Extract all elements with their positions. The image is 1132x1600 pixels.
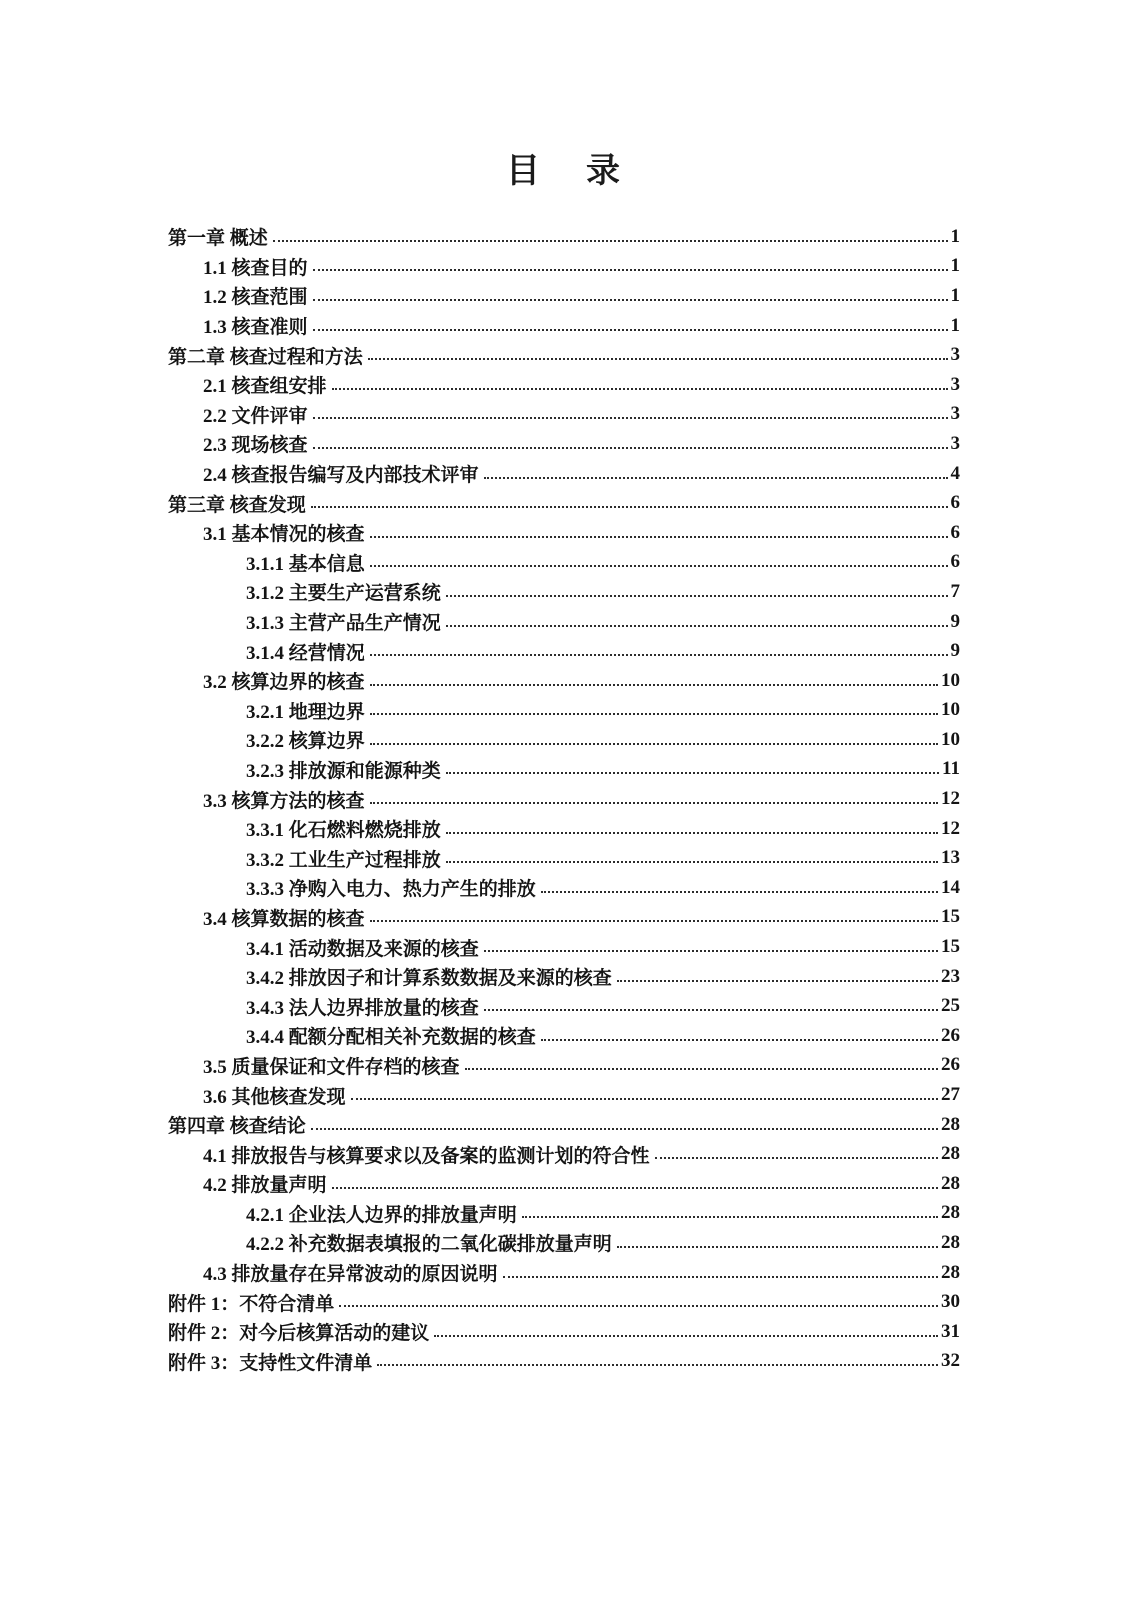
toc-entry-label: 附件 3：支持性文件清单 bbox=[168, 1352, 373, 1374]
dot-leader bbox=[313, 255, 948, 271]
toc-entry-page: 28 bbox=[941, 1143, 960, 1165]
toc-entry-page: 3 bbox=[950, 373, 960, 395]
toc-entry[interactable] bbox=[168, 932, 960, 962]
toc-entry-label: 附件 1：不符合清单 bbox=[168, 1293, 335, 1315]
toc-entry-page: 15 bbox=[941, 906, 960, 928]
toc-entry[interactable] bbox=[168, 962, 960, 992]
dot-leader bbox=[332, 374, 948, 390]
toc-entry[interactable] bbox=[168, 755, 960, 785]
dot-leader bbox=[370, 729, 938, 745]
dot-leader bbox=[484, 463, 948, 479]
toc-entry-label: 2.1 核查组安排 bbox=[203, 376, 327, 398]
toc-entry-page: 6 bbox=[950, 521, 960, 543]
toc-entry-page: 10 bbox=[941, 699, 960, 721]
toc-entry-page: 6 bbox=[950, 551, 960, 573]
dot-leader bbox=[370, 788, 938, 804]
toc-entry-page: 4 bbox=[950, 462, 960, 484]
toc-entry[interactable] bbox=[168, 696, 960, 726]
toc-entry[interactable] bbox=[168, 340, 960, 370]
toc-entry-label: 第一章 概述 bbox=[168, 228, 268, 250]
dot-leader bbox=[522, 1202, 938, 1218]
dot-leader bbox=[370, 906, 938, 922]
toc-entry-label: 4.2.2 补充数据表填报的二氧化碳排放量声明 bbox=[246, 1234, 612, 1256]
toc-entry-label: 附件 2：对今后核算活动的建议 bbox=[168, 1323, 430, 1345]
dot-leader bbox=[446, 818, 938, 834]
toc-entry-page: 28 bbox=[941, 1231, 960, 1253]
toc-entry-label: 2.4 核查报告编写及内部技术评审 bbox=[203, 465, 479, 487]
toc-entry[interactable] bbox=[168, 873, 960, 903]
toc-entry-page: 1 bbox=[950, 255, 960, 277]
toc-entry-page: 26 bbox=[941, 1024, 960, 1046]
toc-entry-page: 25 bbox=[941, 995, 960, 1017]
toc-entry-label: 4.2 排放量声明 bbox=[203, 1175, 327, 1197]
toc-entry-page: 32 bbox=[941, 1350, 960, 1372]
dot-leader bbox=[368, 344, 948, 360]
toc-entry-label: 3.4 核算数据的核查 bbox=[203, 908, 365, 930]
toc-entry-label: 1.1 核查目的 bbox=[203, 257, 308, 279]
toc-entry[interactable] bbox=[168, 1287, 960, 1317]
toc-entry[interactable] bbox=[168, 281, 960, 311]
toc-entry[interactable] bbox=[168, 222, 960, 252]
dot-leader bbox=[446, 581, 948, 597]
toc-entry-page: 28 bbox=[941, 1113, 960, 1135]
toc-entry[interactable] bbox=[168, 1317, 960, 1347]
toc-entry-label: 4.3 排放量存在异常波动的原因说明 bbox=[203, 1264, 498, 1286]
dot-leader bbox=[377, 1350, 938, 1366]
toc-entry-label: 第二章 核查过程和方法 bbox=[168, 346, 363, 368]
toc-entry[interactable] bbox=[168, 1080, 960, 1110]
dot-leader bbox=[313, 285, 948, 301]
dot-leader bbox=[446, 847, 938, 863]
toc-entry-label: 3.1 基本情况的核查 bbox=[203, 524, 365, 546]
toc-entry-label: 第四章 核查结论 bbox=[168, 1116, 306, 1138]
toc-entry-label: 第三章 核查发现 bbox=[168, 494, 306, 516]
toc-entry[interactable] bbox=[168, 370, 960, 400]
dot-leader bbox=[370, 640, 948, 656]
toc-entry[interactable] bbox=[168, 1051, 960, 1081]
toc-entry-label: 3.4.2 排放因子和计算系数数据及来源的核查 bbox=[246, 968, 612, 990]
dot-leader bbox=[313, 403, 948, 419]
toc-entry-label: 2.3 现场核查 bbox=[203, 435, 308, 457]
toc-entry-label: 4.2.1 企业法人边界的排放量声明 bbox=[246, 1204, 517, 1226]
toc-entry-page: 28 bbox=[941, 1261, 960, 1283]
toc-entry[interactable] bbox=[168, 577, 960, 607]
toc-entry[interactable] bbox=[168, 311, 960, 341]
toc-entry-page: 13 bbox=[941, 847, 960, 869]
toc-entry[interactable] bbox=[168, 814, 960, 844]
toc-entry-page: 7 bbox=[950, 580, 960, 602]
dot-leader bbox=[370, 522, 948, 538]
dot-leader bbox=[370, 699, 938, 715]
toc-entry[interactable] bbox=[168, 548, 960, 578]
toc-entry[interactable] bbox=[168, 666, 960, 696]
toc-entry-label: 3.4.1 活动数据及来源的核查 bbox=[246, 938, 479, 960]
toc-entry-page: 1 bbox=[950, 284, 960, 306]
toc-entry[interactable] bbox=[168, 1021, 960, 1051]
toc-entry-label: 3.1.3 主营产品生产情况 bbox=[246, 613, 441, 635]
toc-entry[interactable] bbox=[168, 1110, 960, 1140]
toc-entry[interactable] bbox=[168, 784, 960, 814]
toc-entry[interactable] bbox=[168, 1139, 960, 1169]
toc-entry-page: 1 bbox=[950, 225, 960, 247]
toc-entry-label: 3.4.3 法人边界排放量的核查 bbox=[246, 997, 479, 1019]
dot-leader bbox=[484, 995, 938, 1011]
toc-entry-label: 3.2 核算边界的核查 bbox=[203, 672, 365, 694]
dot-leader bbox=[541, 877, 938, 893]
toc-entry-page: 12 bbox=[941, 817, 960, 839]
toc-entry-label: 3.5 质量保证和文件存档的核查 bbox=[203, 1056, 460, 1078]
toc-entry[interactable] bbox=[168, 1199, 960, 1229]
toc-entry-label: 3.3.3 净购入电力、热力产生的排放 bbox=[246, 879, 536, 901]
dot-leader bbox=[434, 1321, 938, 1337]
toc-entry-label: 3.6 其他核查发现 bbox=[203, 1086, 346, 1108]
toc-entry-label: 3.1.4 经营情况 bbox=[246, 642, 365, 664]
dot-leader bbox=[311, 1114, 938, 1130]
dot-leader bbox=[617, 966, 938, 982]
dot-leader bbox=[484, 936, 938, 952]
toc-entry-label: 3.3.2 工业生产过程排放 bbox=[246, 849, 441, 871]
toc-entry-label: 3.3.1 化石燃料燃烧排放 bbox=[246, 820, 441, 842]
toc-entry[interactable] bbox=[168, 725, 960, 755]
toc-entry-label: 4.1 排放报告与核算要求以及备案的监测计划的符合性 bbox=[203, 1145, 650, 1167]
toc-entry-page: 9 bbox=[950, 640, 960, 662]
toc-entry-page: 14 bbox=[941, 876, 960, 898]
dot-leader bbox=[351, 1084, 938, 1100]
dot-leader bbox=[655, 1143, 938, 1159]
toc-entry[interactable] bbox=[168, 843, 960, 873]
toc-entry[interactable] bbox=[168, 1169, 960, 1199]
toc-entry-page: 28 bbox=[941, 1202, 960, 1224]
dot-leader bbox=[370, 551, 948, 567]
dot-leader bbox=[311, 492, 948, 508]
toc-entry-label: 3.2.2 核算边界 bbox=[246, 731, 365, 753]
toc-entry[interactable] bbox=[168, 636, 960, 666]
toc-entry-label: 1.2 核查范围 bbox=[203, 287, 308, 309]
dot-leader bbox=[446, 611, 948, 627]
toc-entry-page: 31 bbox=[941, 1320, 960, 1342]
dot-leader bbox=[541, 1025, 938, 1041]
toc-entry-page: 27 bbox=[941, 1084, 960, 1106]
dot-leader bbox=[370, 670, 938, 686]
dot-leader bbox=[339, 1291, 938, 1307]
dot-leader bbox=[617, 1232, 938, 1248]
toc-entry[interactable] bbox=[168, 991, 960, 1021]
dot-leader bbox=[332, 1173, 938, 1189]
toc-entry[interactable] bbox=[168, 1258, 960, 1288]
toc-entry-page: 10 bbox=[941, 669, 960, 691]
toc-entry-page: 15 bbox=[941, 936, 960, 958]
toc-entry-page: 3 bbox=[950, 344, 960, 366]
toc-entry-label: 3.4.4 配额分配相关补充数据的核查 bbox=[246, 1027, 536, 1049]
toc-entry-label: 3.1.2 主要生产运营系统 bbox=[246, 583, 441, 605]
toc-entry[interactable] bbox=[168, 429, 960, 459]
toc-entry-page: 1 bbox=[950, 314, 960, 336]
toc-entry-label: 3.3 核算方法的核查 bbox=[203, 790, 365, 812]
toc-entry[interactable] bbox=[168, 1228, 960, 1258]
toc-entry-page: 3 bbox=[950, 403, 960, 425]
dot-leader bbox=[273, 226, 948, 242]
toc-entry-page: 9 bbox=[950, 610, 960, 632]
dot-leader bbox=[446, 758, 939, 774]
toc-entry-page: 12 bbox=[941, 788, 960, 810]
dot-leader bbox=[465, 1054, 938, 1070]
toc-entry-page: 11 bbox=[942, 758, 960, 780]
page-title: 目 录 bbox=[506, 153, 626, 190]
toc-entry-page: 10 bbox=[941, 728, 960, 750]
toc-entry[interactable] bbox=[168, 252, 960, 282]
toc-entry-page: 26 bbox=[941, 1054, 960, 1076]
toc-entry-page: 3 bbox=[950, 432, 960, 454]
dot-leader bbox=[313, 433, 948, 449]
toc-entry-label: 2.2 文件评审 bbox=[203, 405, 308, 427]
toc-entry-page: 28 bbox=[941, 1172, 960, 1194]
toc-entry-page: 6 bbox=[950, 492, 960, 514]
toc-entry[interactable] bbox=[168, 488, 960, 518]
toc-entry-label: 3.1.1 基本信息 bbox=[246, 553, 365, 575]
dot-leader bbox=[503, 1262, 938, 1278]
toc-entry-label: 3.2.3 排放源和能源种类 bbox=[246, 760, 441, 782]
toc-entry-page: 30 bbox=[941, 1291, 960, 1313]
toc-list bbox=[168, 222, 960, 1376]
toc-entry[interactable] bbox=[168, 903, 960, 933]
dot-leader bbox=[313, 315, 948, 331]
toc-entry[interactable] bbox=[168, 518, 960, 548]
toc-entry[interactable] bbox=[168, 1347, 960, 1377]
toc-entry-page: 23 bbox=[941, 965, 960, 987]
toc-entry[interactable] bbox=[168, 400, 960, 430]
toc-entry-label: 3.2.1 地理边界 bbox=[246, 701, 365, 723]
toc-entry[interactable] bbox=[168, 607, 960, 637]
toc-entry-label: 1.3 核查准则 bbox=[203, 317, 308, 339]
toc-entry[interactable] bbox=[168, 459, 960, 489]
